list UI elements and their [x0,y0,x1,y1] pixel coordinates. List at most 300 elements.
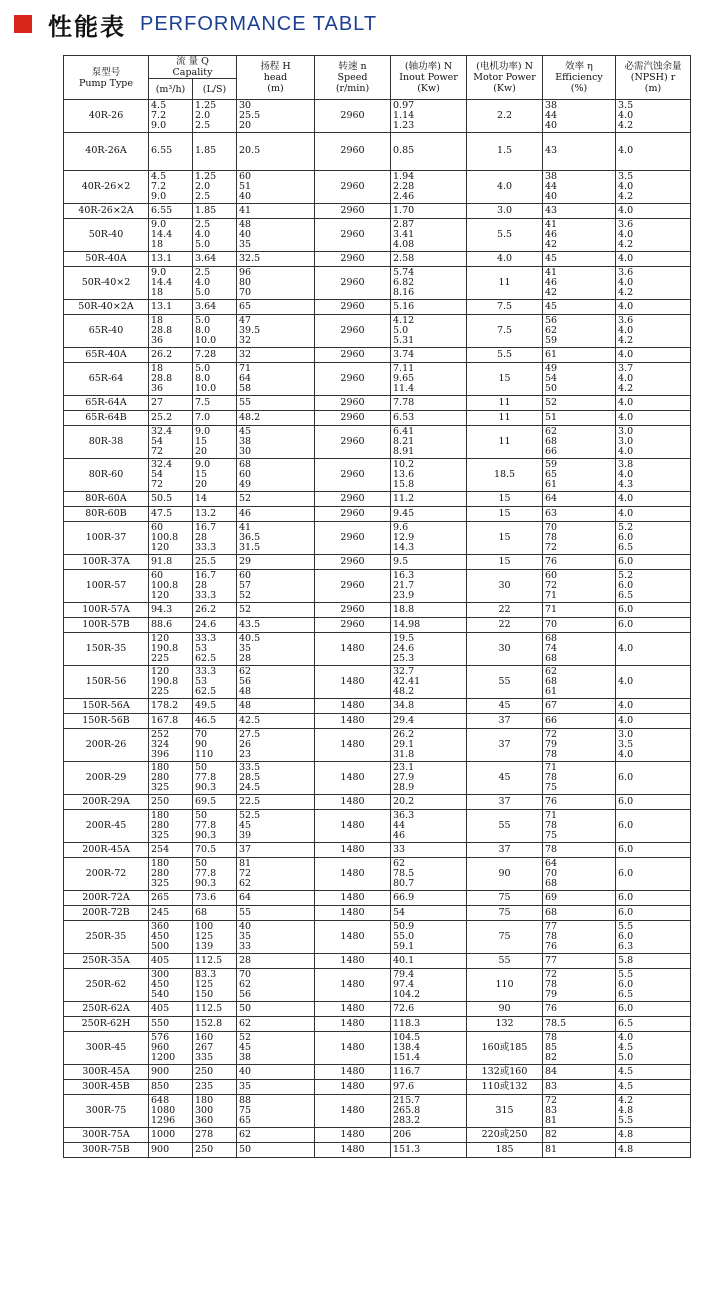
motor-power-cell: 15 [467,507,543,522]
motor-power-cell: 7.5 [467,315,543,348]
pump-type-cell: 300R-75A [64,1128,149,1143]
title-marker-icon [14,15,32,33]
pump-type-cell: 80R-60B [64,507,149,522]
table-row [64,714,691,729]
table-row [64,618,691,633]
flow-ls-cell: 1.85 [193,133,237,171]
flow-ls-cell: 250 [193,1065,237,1080]
shaft-power-cell: 40.1 [391,954,467,969]
table-row [64,363,691,396]
table-row [64,954,691,969]
pump-type-cell: 250R-62H [64,1017,149,1032]
motor-power-cell: 11 [467,267,543,300]
table-row [64,666,691,699]
speed-cell: 2960 [315,522,391,555]
npsh-cell: 4.8 [616,1143,691,1158]
flow-m3h-cell: 25.2 [149,411,193,426]
speed-cell: 1480 [315,1095,391,1128]
shaft-power-cell: 50.9 55.0 59.1 [391,921,467,954]
speed-cell: 1480 [315,1143,391,1158]
speed-cell: 1480 [315,699,391,714]
shaft-power-cell: 11.2 [391,492,467,507]
shaft-power-cell: 7.11 9.65 11.4 [391,363,467,396]
pump-type-cell: 80R-60A [64,492,149,507]
motor-power-cell: 220或250 [467,1128,543,1143]
pump-type-cell: 200R-72 [64,858,149,891]
shaft-power-cell: 4.12 5.0 5.31 [391,315,467,348]
shaft-power-cell: 32.7 42.41 48.2 [391,666,467,699]
flow-ls-cell: 14 [193,492,237,507]
speed-cell: 2960 [315,459,391,492]
efficiency-cell: 62 68 61 [543,666,616,699]
motor-power-cell: 18.5 [467,459,543,492]
shaft-power-cell: 151.3 [391,1143,467,1158]
motor-power-cell: 11 [467,411,543,426]
flow-m3h-cell: 47.5 [149,507,193,522]
npsh-cell: 4.0 [616,252,691,267]
speed-cell: 1480 [315,1065,391,1080]
flow-ls-cell: 152.8 [193,1017,237,1032]
flow-ls-cell: 100 125 139 [193,921,237,954]
shaft-power-cell: 9.45 [391,507,467,522]
speed-cell: 2960 [315,426,391,459]
efficiency-cell: 49 54 50 [543,363,616,396]
table-row [64,492,691,507]
shaft-power-cell: 23.1 27.9 28.9 [391,762,467,795]
table-row [64,204,691,219]
flow-ls-cell: 68 [193,906,237,921]
efficiency-cell: 78.5 [543,1017,616,1032]
table-row [64,1002,691,1017]
head-cell: 62 [237,1017,315,1032]
table-row [64,1128,691,1143]
shaft-power-cell: 54 [391,906,467,921]
shaft-power-cell: 66.9 [391,891,467,906]
pump-type-cell: 250R-35 [64,921,149,954]
motor-power-cell: 15 [467,492,543,507]
table-row [64,171,691,204]
head-cell: 47 39.5 32 [237,315,315,348]
motor-power-cell: 185 [467,1143,543,1158]
header-efficiency: 效率 η Efficiency (%) [543,56,616,100]
table-row [64,1095,691,1128]
speed-cell: 2960 [315,492,391,507]
speed-cell: 1480 [315,1017,391,1032]
shaft-power-cell: 72.6 [391,1002,467,1017]
pump-type-cell: 150R-56 [64,666,149,699]
flow-m3h-cell: 265 [149,891,193,906]
npsh-cell: 6.5 [616,1017,691,1032]
speed-cell: 2960 [315,507,391,522]
flow-ls-cell: 69.5 [193,795,237,810]
head-cell: 55 [237,396,315,411]
motor-power-cell: 55 [467,666,543,699]
npsh-cell: 6.0 [616,618,691,633]
flow-ls-cell: 46.5 [193,714,237,729]
flow-ls-cell: 1.25 2.0 2.5 [193,171,237,204]
flow-ls-cell: 7.0 [193,411,237,426]
table-header-row [64,56,691,79]
motor-power-cell: 55 [467,810,543,843]
head-cell: 48.2 [237,411,315,426]
flow-m3h-cell: 180 280 325 [149,762,193,795]
head-cell: 33.5 28.5 24.5 [237,762,315,795]
flow-m3h-cell: 13.1 [149,300,193,315]
header-flow-m3h: (m³/h) [149,79,193,100]
head-cell: 42.5 [237,714,315,729]
npsh-cell: 4.0 [616,492,691,507]
shaft-power-cell: 118.3 [391,1017,467,1032]
flow-m3h-cell: 178.2 [149,699,193,714]
flow-ls-cell: 83.3 125 150 [193,969,237,1002]
shaft-power-cell: 9.6 12.9 14.3 [391,522,467,555]
table-row [64,411,691,426]
flow-ls-cell: 278 [193,1128,237,1143]
pump-type-cell: 200R-72A [64,891,149,906]
head-cell: 48 40 35 [237,219,315,252]
efficiency-cell: 71 78 75 [543,762,616,795]
efficiency-cell: 71 78 75 [543,810,616,843]
speed-cell: 2960 [315,315,391,348]
npsh-cell: 4.0 [616,411,691,426]
npsh-cell: 4.2 4.8 5.5 [616,1095,691,1128]
flow-m3h-cell: 18 28.8 36 [149,315,193,348]
motor-power-cell: 45 [467,762,543,795]
npsh-cell: 6.0 [616,1002,691,1017]
flow-m3h-cell: 27 [149,396,193,411]
pump-type-cell: 300R-75B [64,1143,149,1158]
flow-ls-cell: 26.2 [193,603,237,618]
efficiency-cell: 70 [543,618,616,633]
table-row [64,603,691,618]
flow-m3h-cell: 13.1 [149,252,193,267]
efficiency-cell: 82 [543,1128,616,1143]
flow-m3h-cell: 180 280 325 [149,810,193,843]
head-cell: 32 [237,348,315,363]
head-cell: 27.5 26 23 [237,729,315,762]
flow-ls-cell: 73.6 [193,891,237,906]
head-cell: 52.5 45 39 [237,810,315,843]
shaft-power-cell: 0.97 1.14 1.23 [391,100,467,133]
efficiency-cell: 72 83 81 [543,1095,616,1128]
motor-power-cell: 30 [467,570,543,603]
flow-m3h-cell: 120 190.8 225 [149,666,193,699]
npsh-cell: 6.0 [616,555,691,570]
pump-type-cell: 300R-75 [64,1095,149,1128]
shaft-power-cell: 5.16 [391,300,467,315]
shaft-power-cell: 5.74 6.82 8.16 [391,267,467,300]
table-row [64,570,691,603]
head-cell: 52 45 38 [237,1032,315,1065]
speed-cell: 1480 [315,969,391,1002]
shaft-power-cell: 104.5 138.4 151.4 [391,1032,467,1065]
head-cell: 55 [237,906,315,921]
efficiency-cell: 38 44 40 [543,171,616,204]
head-cell: 45 38 30 [237,426,315,459]
motor-power-cell: 37 [467,714,543,729]
speed-cell: 2960 [315,171,391,204]
table-row [64,843,691,858]
npsh-cell: 6.0 [616,795,691,810]
efficiency-cell: 77 [543,954,616,969]
flow-ls-cell: 112.5 [193,954,237,969]
head-cell: 52 [237,492,315,507]
efficiency-cell: 76 [543,795,616,810]
shaft-power-cell: 16.3 21.7 23.9 [391,570,467,603]
flow-m3h-cell: 900 [149,1065,193,1080]
pump-type-cell: 100R-37 [64,522,149,555]
efficiency-cell: 68 74 68 [543,633,616,666]
efficiency-cell: 76 [543,555,616,570]
efficiency-cell: 64 70 68 [543,858,616,891]
shaft-power-cell: 215.7 265.8 283.2 [391,1095,467,1128]
head-cell: 60 51 40 [237,171,315,204]
pump-type-cell: 250R-62A [64,1002,149,1017]
efficiency-cell: 63 [543,507,616,522]
shaft-power-cell: 36.3 44 46 [391,810,467,843]
npsh-cell: 5.8 [616,954,691,969]
speed-cell: 1480 [315,666,391,699]
header-flow: 流 量 Q Capality [149,56,237,79]
pump-type-cell: 50R-40A [64,252,149,267]
npsh-cell: 3.6 4.0 4.2 [616,267,691,300]
npsh-cell: 3.7 4.0 4.2 [616,363,691,396]
motor-power-cell: 5.5 [467,348,543,363]
flow-ls-cell: 50 77.8 90.3 [193,762,237,795]
pump-type-cell: 300R-45 [64,1032,149,1065]
efficiency-cell: 70 78 72 [543,522,616,555]
pump-type-cell: 65R-64A [64,396,149,411]
npsh-cell: 4.0 [616,348,691,363]
speed-cell: 1480 [315,843,391,858]
flow-m3h-cell: 26.2 [149,348,193,363]
pump-type-cell: 200R-29 [64,762,149,795]
flow-ls-cell: 16.7 28 33.3 [193,522,237,555]
speed-cell: 1480 [315,762,391,795]
efficiency-cell: 77 78 76 [543,921,616,954]
flow-m3h-cell: 254 [149,843,193,858]
efficiency-cell: 68 [543,906,616,921]
table-row [64,396,691,411]
npsh-cell: 4.0 4.5 5.0 [616,1032,691,1065]
pump-type-cell: 80R-60 [64,459,149,492]
flow-m3h-cell: 50.5 [149,492,193,507]
motor-power-cell: 90 [467,1002,543,1017]
motor-power-cell: 5.5 [467,219,543,252]
flow-m3h-cell: 32.4 54 72 [149,426,193,459]
motor-power-cell: 11 [467,426,543,459]
efficiency-cell: 71 [543,603,616,618]
efficiency-cell: 59 65 61 [543,459,616,492]
table-row [64,555,691,570]
flow-ls-cell: 70 90 110 [193,729,237,762]
npsh-cell: 6.0 [616,603,691,618]
speed-cell: 2960 [315,100,391,133]
shaft-power-cell: 29.4 [391,714,467,729]
head-cell: 41 [237,204,315,219]
speed-cell: 1480 [315,1032,391,1065]
table-body [64,100,691,1158]
flow-m3h-cell: 576 960 1200 [149,1032,193,1065]
speed-cell: 2960 [315,300,391,315]
table-row [64,133,691,171]
efficiency-cell: 43 [543,204,616,219]
flow-m3h-cell: 250 [149,795,193,810]
npsh-cell: 4.0 [616,633,691,666]
npsh-cell: 6.0 [616,843,691,858]
motor-power-cell: 3.0 [467,204,543,219]
flow-ls-cell: 2.5 4.0 5.0 [193,219,237,252]
npsh-cell: 5.5 6.0 6.5 [616,969,691,1002]
flow-m3h-cell: 6.55 [149,204,193,219]
npsh-cell: 6.0 [616,906,691,921]
npsh-cell: 4.0 [616,666,691,699]
table-row [64,252,691,267]
pump-type-cell: 65R-40A [64,348,149,363]
table-row [64,459,691,492]
speed-cell: 2960 [315,411,391,426]
head-cell: 68 60 49 [237,459,315,492]
speed-cell: 2960 [315,570,391,603]
efficiency-cell: 84 [543,1065,616,1080]
flow-m3h-cell: 91.8 [149,555,193,570]
flow-ls-cell: 70.5 [193,843,237,858]
shaft-power-cell: 9.5 [391,555,467,570]
efficiency-cell: 62 68 66 [543,426,616,459]
table-row [64,699,691,714]
npsh-cell: 4.0 [616,699,691,714]
head-cell: 29 [237,555,315,570]
flow-m3h-cell: 405 [149,954,193,969]
title-cn: 性能表 [48,12,126,41]
motor-power-cell: 110 [467,969,543,1002]
pump-type-cell: 250R-62 [64,969,149,1002]
pump-type-cell: 100R-57A [64,603,149,618]
flow-m3h-cell: 60 100.8 120 [149,570,193,603]
head-cell: 65 [237,300,315,315]
shaft-power-cell: 62 78.5 80.7 [391,858,467,891]
table-row [64,100,691,133]
speed-cell: 2960 [315,133,391,171]
flow-ls-cell: 50 77.8 90.3 [193,858,237,891]
shaft-power-cell: 206 [391,1128,467,1143]
header-shaft-power: (轴功率) N Inout Power (Kw) [391,56,467,100]
head-cell: 46 [237,507,315,522]
npsh-cell: 3.5 4.0 4.2 [616,100,691,133]
flow-ls-cell: 250 [193,1143,237,1158]
pump-type-cell: 80R-38 [64,426,149,459]
head-cell: 37 [237,843,315,858]
pump-type-cell: 200R-29A [64,795,149,810]
pump-type-cell: 300R-45A [64,1065,149,1080]
shaft-power-cell: 33 [391,843,467,858]
flow-ls-cell: 49.5 [193,699,237,714]
motor-power-cell: 37 [467,843,543,858]
npsh-cell: 5.2 6.0 6.5 [616,522,691,555]
pump-type-cell: 150R-56A [64,699,149,714]
efficiency-cell: 83 [543,1080,616,1095]
pump-type-cell: 200R-45 [64,810,149,843]
table-row [64,1143,691,1158]
flow-m3h-cell: 18 28.8 36 [149,363,193,396]
flow-m3h-cell: 9.0 14.4 18 [149,219,193,252]
table-row [64,891,691,906]
flow-ls-cell: 5.0 8.0 10.0 [193,315,237,348]
npsh-cell: 6.0 [616,810,691,843]
motor-power-cell: 132或160 [467,1065,543,1080]
flow-m3h-cell: 88.6 [149,618,193,633]
pump-type-cell: 65R-64B [64,411,149,426]
head-cell: 28 [237,954,315,969]
npsh-cell: 4.0 [616,300,691,315]
flow-ls-cell: 235 [193,1080,237,1095]
speed-cell: 2960 [315,396,391,411]
efficiency-cell: 43 [543,133,616,171]
speed-cell: 2960 [315,603,391,618]
head-cell: 60 57 52 [237,570,315,603]
pump-type-cell: 50R-40×2A [64,300,149,315]
flow-m3h-cell: 6.55 [149,133,193,171]
head-cell: 62 56 48 [237,666,315,699]
flow-m3h-cell: 60 100.8 120 [149,522,193,555]
head-cell: 41 36.5 31.5 [237,522,315,555]
shaft-power-cell: 0.85 [391,133,467,171]
motor-power-cell: 45 [467,699,543,714]
speed-cell: 2960 [315,267,391,300]
header-head: 扬程 H head (m) [237,56,315,100]
flow-ls-cell: 25.5 [193,555,237,570]
shaft-power-cell: 10.2 13.6 15.8 [391,459,467,492]
shaft-power-cell: 1.70 [391,204,467,219]
flow-ls-cell: 50 77.8 90.3 [193,810,237,843]
pump-type-cell: 40R-26 [64,100,149,133]
efficiency-cell: 72 78 79 [543,969,616,1002]
flow-ls-cell: 1.85 [193,204,237,219]
motor-power-cell: 22 [467,603,543,618]
npsh-cell: 4.0 [616,204,691,219]
table-row [64,810,691,843]
head-cell: 62 [237,1128,315,1143]
flow-ls-cell: 3.64 [193,252,237,267]
flow-m3h-cell: 9.0 14.4 18 [149,267,193,300]
head-cell: 43.5 [237,618,315,633]
shaft-power-cell: 6.53 [391,411,467,426]
npsh-cell: 6.0 [616,762,691,795]
motor-power-cell: 11 [467,396,543,411]
head-cell: 48 [237,699,315,714]
speed-cell: 1480 [315,1128,391,1143]
npsh-cell: 3.6 4.0 4.2 [616,219,691,252]
speed-cell: 1480 [315,858,391,891]
flow-ls-cell: 5.0 8.0 10.0 [193,363,237,396]
table-row [64,219,691,252]
flow-m3h-cell: 550 [149,1017,193,1032]
header-speed: 转速 n Speed (r/min) [315,56,391,100]
npsh-cell: 4.0 [616,396,691,411]
efficiency-cell: 76 [543,1002,616,1017]
shaft-power-cell: 1.94 2.28 2.46 [391,171,467,204]
table-row [64,315,691,348]
efficiency-cell: 78 [543,843,616,858]
pump-type-cell: 40R-26A [64,133,149,171]
flow-ls-cell: 160 267 335 [193,1032,237,1065]
head-cell: 88 75 65 [237,1095,315,1128]
pump-type-cell: 150R-56B [64,714,149,729]
table-row [64,969,691,1002]
motor-power-cell: 4.0 [467,171,543,204]
shaft-power-cell: 6.41 8.21 8.91 [391,426,467,459]
speed-cell: 1480 [315,795,391,810]
